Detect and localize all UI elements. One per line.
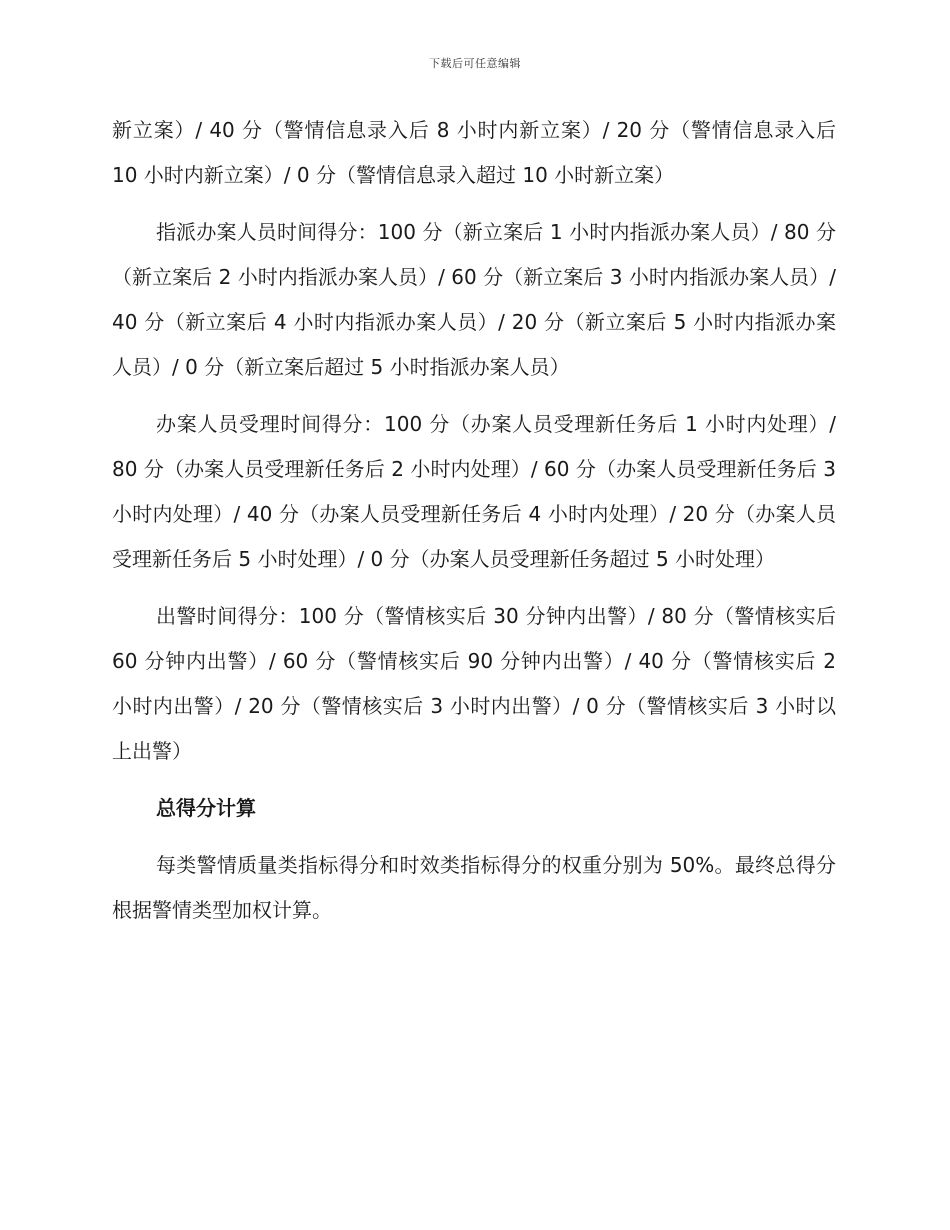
paragraph-assign-officer-score: 指派办案人员时间得分：100 分（新立案后 1 小时内指派办案人员）/ 80 分（新立案后 2 小时内指派办案人员）/ 60 分（新立案后 3 小时内指派办案人员）/ 40 分（新立案后 4 小时内指派办案人员）/ 20 分（新立案后 5 小时内指派办案人员）/ 0 分（新立案后超过 5 小时指派办案人员） <box>112 220 836 379</box>
paragraph-officer-accept-score: 办案人员受理时间得分：100 分（办案人员受理新任务后 1 小时内处理）/ 80 分（办案人员受理新任务后 2 小时内处理）/ 60 分（办案人员受理新任务后 3 小时内处理）/ 40 分（办案人员受理新任务后 4 小时内处理）/ 20 分（办案人员受理新任务后 5 小时处理）/ 0 分（办案人员受理新任务超过 5 小时处理） <box>112 412 836 571</box>
page-header: 下载后可任意编辑 <box>429 57 521 70</box>
paragraph-dispatch-time-score: 出警时间得分：100 分（警情核实后 30 分钟内出警）/ 80 分（警情核实后 60 分钟内出警）/ 60 分（警情核实后 90 分钟内出警）/ 40 分（警情核实后 2 小时内出警）/ 20 分（警情核实后 3 小时内出警）/ 0 分（警情核实后 3 小时以上出警） <box>112 604 836 763</box>
section-heading-total-score: 总得分计算 <box>156 796 256 820</box>
paragraph-total-score: 每类警情质量类指标得分和时效类指标得分的权重分别为 50%。最终总得分根据警情类型加权计算。 <box>112 853 836 922</box>
document-body <box>112 108 836 933</box>
paragraph-continuation: 新立案）/ 40 分（警情信息录入后 8 小时内新立案）/ 20 分（警情信息录入后 10 小时内新立案）/ 0 分（警情信息录入超过 10 小时新立案） <box>112 118 836 187</box>
